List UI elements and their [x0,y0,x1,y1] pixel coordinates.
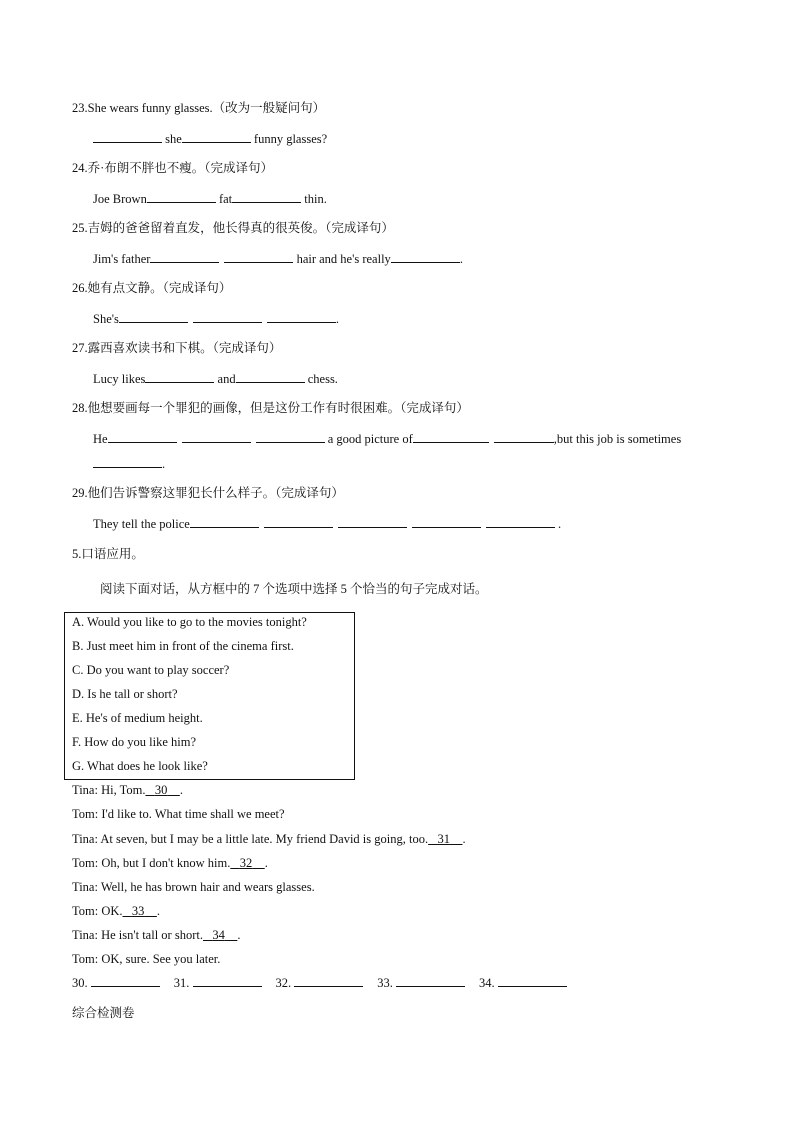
answer-blank[interactable] [256,431,325,443]
question-27-answer-line: Lucy likes and chess. [93,372,338,386]
answer-blank[interactable] [236,371,305,383]
answer-blank-30[interactable] [91,975,160,987]
option-a: A. Would you like to go to the movies tonight? [72,615,307,629]
answer-blank[interactable] [267,311,336,323]
answer-blank[interactable] [338,516,407,528]
answer-blank[interactable] [145,371,214,383]
answer-blank[interactable] [193,311,262,323]
question-28-prompt: 28.他想要画每一个罪犯的画像，但是这份工作有时很困难。（完成译句） [72,401,469,415]
blank-34[interactable]: 34 [212,928,225,942]
dialogue-line-3: Tina: At seven, but I may be a little late. My friend David is going, too. 31 . [72,832,466,846]
question-24-answer-line: Joe Brown fat thin. [93,192,327,206]
option-d: D. Is he tall or short? [72,687,178,701]
blank-33[interactable]: 33 [131,904,145,918]
answer-blank[interactable] [108,431,177,443]
answer-blank[interactable] [413,431,489,443]
section-instruction: 阅读下面对话，从方框中的 7 个选项中选择 5 个恰当的句子完成对话。 [100,582,488,596]
question-23-answer-line: she funny glasses? [93,131,327,147]
question-25-answer-line: Jim's father hair and he's really . [93,252,463,266]
answer-blank-33[interactable] [396,975,465,987]
question-27-prompt: 27.露西喜欢读书和下棋。（完成译句） [72,341,282,355]
options-box [64,612,355,780]
section-heading: 5.口语应用。 [72,547,144,561]
dialogue-line-7: Tina: He isn't tall or short. 34 . [72,928,241,942]
question-29-answer-line: They tell the police . [93,517,562,531]
answer-blank-32[interactable] [294,975,363,987]
answer-blank[interactable] [150,251,219,263]
question-29-prompt: 29.他们告诉警察这罪犯长什么样子。（完成译句） [72,486,344,500]
answer-blank[interactable] [412,516,481,528]
question-24-prompt: 24.乔·布朗不胖也不瘦。（完成译句） [72,161,274,175]
dialogue-line-6: Tom: OK. 33 . [72,904,161,918]
question-26-prompt: 26.她有点文静。（完成译句） [72,281,232,295]
answer-blank[interactable] [147,191,216,203]
answer-blank[interactable] [93,456,162,468]
question-28-answer-line: He a good picture of ,but this job is sometimes [93,432,682,446]
answer-blank[interactable] [391,251,460,263]
answer-blank-31[interactable] [193,975,262,987]
blank-31[interactable]: 31 [437,832,450,846]
answer-blank[interactable] [190,516,259,528]
question-25-prompt: 25.吉姆的爸爸留着直发，他长得真的很英俊。（完成译句） [72,221,394,235]
answer-blank[interactable] [264,516,333,528]
dialogue-line-4: Tom: Oh, but I don't know him. 32 . [72,856,268,870]
question-23-prompt: 23.She wears funny glasses.（改为一般疑问句） [72,101,326,115]
answer-blank[interactable] [224,251,293,263]
dialogue-line-5: Tina: Well, he has brown hair and wears glasses. [72,880,315,894]
question-26-answer-line: She's . [93,312,339,326]
option-c: C. Do you want to play soccer? [72,663,230,677]
section-title-footer: 综合检测卷 [72,1006,135,1020]
answer-blank[interactable] [93,131,162,143]
question-28-continuation: . [93,456,165,472]
option-e: E. He's of medium height. [72,711,203,725]
dialogue-line-2: Tom: I'd like to. What time shall we meet? [72,807,285,821]
answer-row: 30. 31. 32. 33. 34. [72,975,567,991]
answer-blank[interactable] [232,191,301,203]
blank-30[interactable]: 30 [154,783,168,797]
blank-32[interactable]: 32 [239,856,253,870]
answer-blank[interactable] [182,131,251,143]
answer-blank[interactable] [486,516,555,528]
option-g: G. What does he look like? [72,759,208,773]
answer-blank[interactable] [494,431,554,443]
answer-blank[interactable] [182,431,251,443]
option-b: B. Just meet him in front of the cinema first. [72,639,294,653]
option-f: F. How do you like him? [72,735,196,749]
answer-blank[interactable] [119,311,188,323]
dialogue-line-8: Tom: OK, sure. See you later. [72,952,221,966]
dialogue-line-1: Tina: Hi, Tom. 30 . [72,783,183,797]
answer-blank-34[interactable] [498,975,567,987]
